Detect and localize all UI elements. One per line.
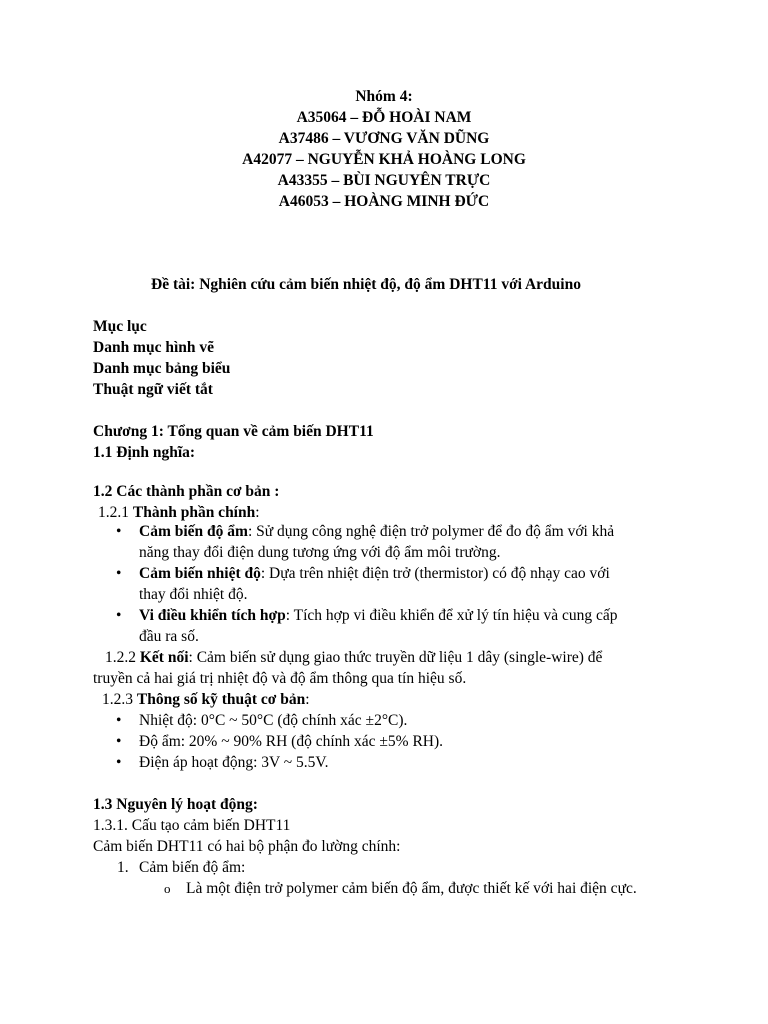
paragraph: Cảm biến DHT11 có hai bộ phận đo lường chính: bbox=[93, 838, 401, 855]
list-item-continued: năng thay đổi điện dung tương ứng với độ ẩm môi trường. bbox=[139, 544, 501, 561]
subsection-heading-1-2-1: 1.2.1 Thành phần chính: bbox=[98, 504, 260, 521]
list-item: Vi điều khiển tích hợp: Tích hợp vi điều khiển để xử lý tín hiệu và cung cấp bbox=[139, 607, 618, 624]
list-item-continued: thay đổi nhiệt độ. bbox=[139, 586, 248, 603]
sub-list-item: Là một điện trở polymer cảm biến độ ẩm, được thiết kế với hai điện cực. bbox=[186, 880, 637, 897]
paragraph-continued: truyền cả hai giá trị nhiệt độ và độ ẩm thông qua tín hiệu số. bbox=[93, 670, 467, 687]
group-member: A42077 – NGUYỄN KHẢ HOÀNG LONG bbox=[242, 151, 526, 168]
group-member: A35064 – ĐỖ HOÀI NAM bbox=[296, 109, 472, 126]
topic-title: Đề tài: Nghiên cứu cảm biến nhiệt độ, độ ẩm DHT11 với Arduino bbox=[151, 276, 581, 293]
spec-item: Độ ẩm: 20% ~ 90% RH (độ chính xác ±5% RH). bbox=[139, 733, 444, 750]
numbered-item: Cảm biến độ ẩm: bbox=[139, 859, 246, 876]
list-item: Cảm biến độ ẩm: Sử dụng công nghệ điện trở polymer để đo độ ẩm với khả bbox=[139, 523, 615, 540]
bullet-icon: • bbox=[116, 607, 122, 624]
bullet-icon: • bbox=[116, 712, 122, 729]
bullet-icon: • bbox=[116, 754, 122, 771]
list-item-continued: đầu ra số. bbox=[139, 628, 199, 645]
spec-item: Điện áp hoạt động: 3V ~ 5.5V. bbox=[139, 754, 329, 771]
group-member: A37486 – VƯƠNG VĂN DŨNG bbox=[278, 130, 490, 147]
bullet-icon: • bbox=[116, 733, 122, 750]
subsection-heading-1-2-3: 1.2.3 Thông số kỹ thuật cơ bản: bbox=[102, 691, 310, 708]
sub-bullet-icon: o bbox=[164, 881, 171, 896]
toc-item: Thuật ngữ viết tắt bbox=[93, 381, 213, 398]
bullet-icon: • bbox=[116, 565, 122, 582]
bullet-icon: • bbox=[116, 523, 122, 540]
chapter-title: Chương 1: Tổng quan về cảm biến DHT11 bbox=[93, 423, 374, 440]
toc-item: Mục lục bbox=[93, 318, 147, 335]
group-member: A43355 – BÙI NGUYÊN TRỰC bbox=[277, 172, 491, 189]
list-item: Cảm biến nhiệt độ: Dựa trên nhiệt điện trở (thermistor) có độ nhạy cao với bbox=[139, 565, 610, 582]
toc-item: Danh mục hình vẽ bbox=[93, 339, 215, 356]
section-heading-1-2: 1.2 Các thành phần cơ bản : bbox=[93, 483, 280, 500]
group-member: A46053 – HOÀNG MINH ĐỨC bbox=[278, 193, 490, 210]
toc-item: Danh mục bảng biểu bbox=[93, 360, 231, 377]
subsection-heading-1-3-1: 1.3.1. Cấu tạo cảm biến DHT11 bbox=[93, 817, 291, 834]
list-number: 1. bbox=[117, 859, 129, 876]
section-heading-1-1: 1.1 Định nghĩa: bbox=[93, 444, 196, 461]
group-title: Nhóm 4: bbox=[355, 88, 413, 105]
spec-item: Nhiệt độ: 0°C ~ 50°C (độ chính xác ±2°C). bbox=[139, 712, 408, 729]
section-heading-1-3: 1.3 Nguyên lý hoạt động: bbox=[93, 796, 258, 813]
subsection-1-2-2: 1.2.2 Kết nối: Cảm biến sử dụng giao thức truyền dữ liệu 1 dây (single-wire) để bbox=[105, 649, 603, 666]
